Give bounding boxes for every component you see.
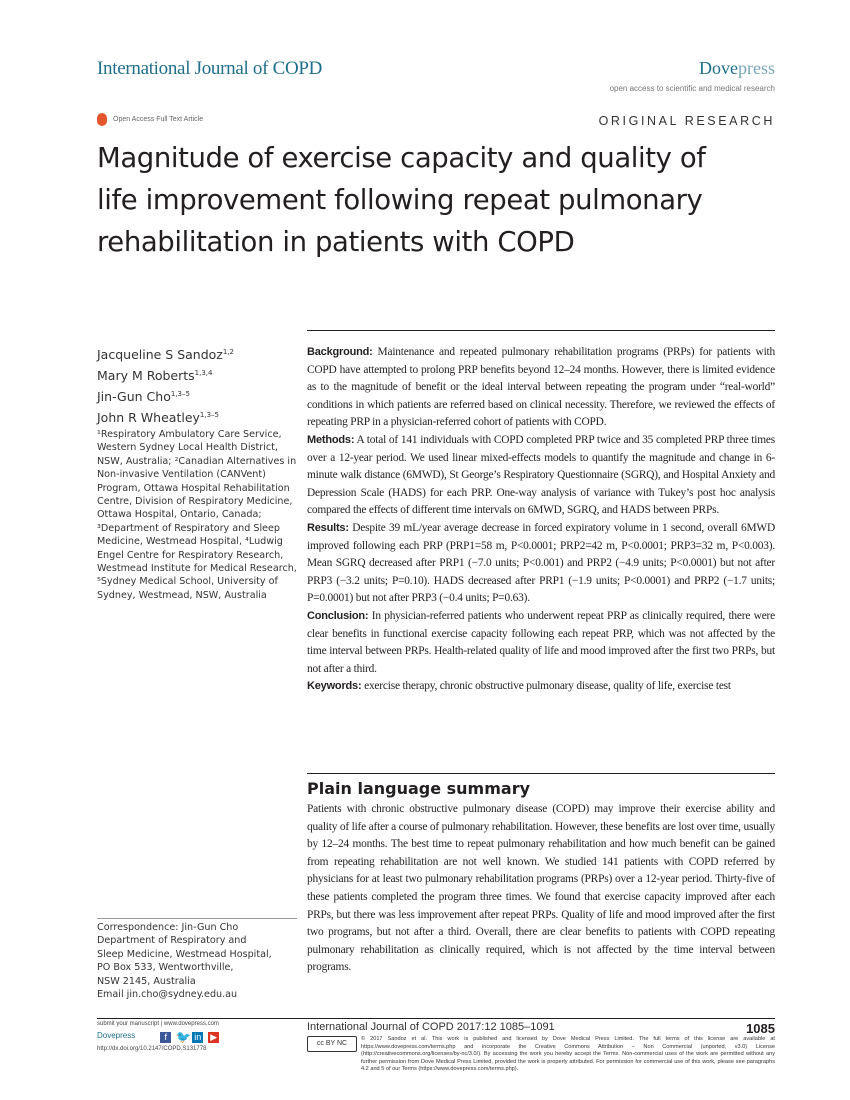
affiliations: ¹Respiratory Ambulatory Care Service, Western Sydney Local Health District, NSW, Australia; ²Canadian Alternatives in Non-invasive Ventilation (CANVent) Program, Ottawa Hospital Rehabilitation Centre, Division of Respiratory Medicine, Ottawa Hospital, Ontario, Canada; ³Department of Respiratory and Sleep Medicine, Westmead Hospital, ⁴Ludwig Engel Centre for Respiratory Research, Westmead Institute for Medical Research, ⁵Sydney Medical School, University of Sydney, Westmead, NSW, Australia bbox=[97, 429, 297, 601]
author-name: John R Wheatley bbox=[97, 410, 200, 426]
journal-name: International Journal of COPD bbox=[97, 58, 323, 79]
label: Conclusion: bbox=[307, 609, 369, 622]
author-name: Jacqueline S Sandoz bbox=[97, 347, 223, 363]
corr-line: Department of Respiratory and bbox=[97, 935, 247, 947]
author-name: Mary M Roberts bbox=[97, 368, 195, 384]
publisher-a: Dove bbox=[699, 58, 738, 78]
text: A total of 141 individuals with COPD completed PRP twice and 35 completed PRP three times over a 12-year period. We used linear mixed-effects models to quantify the magnitude and change in 6-minute walk distance (6MWD), St George’s Respiratory Questionnaire (SGRQ), and Hospital Anxiety and Depression Scale (HADS) for each PRP. One-way analysis of variance with Tukey’s post hoc analysis compared the effects of different time intervals on 6MWD, SGRQ, and HADS between PRPs. bbox=[307, 433, 775, 517]
doi-link[interactable]: http://dx.doi.org/10.2147/COPD.S131778 bbox=[97, 1046, 207, 1052]
plain-language-heading: Plain language summary bbox=[307, 779, 531, 798]
author-sup: 1,3–5 bbox=[170, 390, 190, 399]
facebook-icon[interactable]: f bbox=[160, 1032, 171, 1043]
text: exercise therapy, chronic obstructive pulmonary disease, quality of life, exercise test bbox=[361, 680, 731, 693]
text: In physician-referred patients who underwent repeat PRP as clinically required, there were clear benefits in functional exercise capacity following each repeat PRP, which was not affected by the time interval between PRPs. Health-related quality of life and mood improved after the first two PRPs, but not after a third. bbox=[307, 609, 775, 675]
author bbox=[97, 343, 234, 364]
open-access-icon bbox=[97, 113, 107, 126]
page-number: 1085 bbox=[746, 1021, 775, 1036]
citation: International Journal of COPD 2017:12 1085–1091 bbox=[307, 1021, 555, 1033]
footer-left bbox=[97, 1021, 297, 1052]
corr-line: NSW 2145, Australia bbox=[97, 975, 196, 987]
divider bbox=[307, 773, 775, 774]
author bbox=[97, 364, 234, 385]
author-list bbox=[97, 343, 234, 428]
abstract-methods bbox=[307, 432, 775, 520]
corr-email[interactable]: Email jin.cho@sydney.edu.au bbox=[97, 989, 238, 1001]
text: Maintenance and repeated pulmonary rehabilitation programs (PRPs) for patients with COPD have attempted to prolong PRP benefits beyond 12–24 months. However, there is limited evidence as to the magnitude of benefit or the ideal interval between repeating the program under “real-world” conditions in which patients are referred based on clinical necessity. Therefore, we reviewed the effects of repeating PRP in a physician-referred cohort of patients with COPD. bbox=[307, 346, 775, 429]
submit-link[interactable]: submit your manuscript | www.dovepress.com bbox=[97, 1021, 219, 1027]
linkedin-icon[interactable]: in bbox=[194, 1032, 202, 1042]
author bbox=[97, 385, 234, 406]
open-access-text: Open Access Full Text Article bbox=[113, 116, 204, 123]
footer-divider bbox=[97, 1018, 775, 1019]
author-name: Jin-Gun Cho bbox=[97, 389, 171, 405]
corr-line: Sleep Medicine, Westmead Hospital, bbox=[97, 948, 272, 960]
footer-right bbox=[307, 1021, 775, 1074]
text: Despite 39 mL/year average decrease in forced expiratory volume in 1 second, overall 6MWD improved following each PRP (PRP1=58 m, P<0.0001; PRP2=42 m, P<0.0001; PRP3=32 m, P<0.003). Mean SGRQ decreased after PRP1 (−7.0 units; P<0.001) and PRP2 (−4.9 units; P<0.0001) but not after PRP3 (−3.2 units; P=0.10). HADS decreased after PRP1 (−1.9 units; P<0.0001) and PRP2 (−1.7 units; P=0.0001) but not after PRP3 (−0.4 units; P=0.63). bbox=[307, 521, 775, 605]
author-sup: 1,3,4 bbox=[194, 369, 213, 378]
cc-license-icon: cc BY NC bbox=[307, 1036, 357, 1052]
publisher-logo bbox=[699, 58, 775, 79]
license-text: © 2017 Sandoz et al. This work is published and licensed by Dove Medical Press Limited. The full terms of this license are available at https://www.dovepress.com/terms.php and incorporate the Creative Commons Attribution – Non Commercial (unported, v3.0) License (http://creativecommons.org/licenses/by-nc/3.0/). By accessing the work you hereby accept the Terms. Non-commercial uses of the work are permitted without any further permission from Dove Medical Press Limited, provided the work is properly attributed. For permission for commercial use of this work, please see paragraphs 4.2 and 5 of our Terms (https://www.dovepress.com/terms.php). bbox=[361, 1036, 775, 1073]
abstract-conclusion bbox=[307, 608, 775, 678]
dove-logo: Dovepress bbox=[97, 1030, 136, 1040]
license bbox=[307, 1036, 775, 1074]
label: Background: bbox=[307, 346, 373, 358]
publisher-tagline: open access to scientific and medical research bbox=[609, 84, 775, 93]
abstract-background bbox=[307, 344, 775, 432]
corr-line: Correspondence: Jin-Gun Cho bbox=[97, 922, 239, 933]
correspondence bbox=[97, 918, 297, 1001]
plain-language-text: Patients with chronic obstructive pulmonary disease (COPD) may improve their exercise ability and quality of life after a course of pulmonary rehabilitation. However, these benefits are lost over time, usually by 12–24 months. The best time to repeat pulmonary rehabilitation and how much benefit can be gained from repeating rehabilitation are not well known. We studied 141 patients with COPD referred by physicians for at least two pulmonary rehabilitation programs (PRPs) over a 12-year period. Thirty-five of these patients completed the program three times. We found that exercise capacity improved after each PRPs, but there was less improvement after repeat PRPs. Quality of life and mood improved after the first two programs, but not after a third. Overall, there are clear benefits to patients with COPD repeating pulmonary rehabilitation as clinically required, which is not affected by the time interval between programs. bbox=[307, 803, 775, 974]
open-access-label bbox=[97, 113, 203, 126]
twitter-icon[interactable]: 🐦 bbox=[176, 1030, 192, 1044]
label: Methods: bbox=[307, 433, 355, 446]
divider bbox=[307, 330, 775, 331]
keywords bbox=[307, 678, 775, 696]
abstract-results bbox=[307, 520, 775, 608]
youtube-icon[interactable]: ▶ bbox=[208, 1032, 219, 1043]
label: Keywords: bbox=[307, 680, 362, 693]
article-type: ORIGINAL RESEARCH bbox=[598, 114, 775, 128]
corr-line: PO Box 533, Wentworthville, bbox=[97, 962, 234, 974]
social-links bbox=[160, 1032, 219, 1043]
label: Results: bbox=[307, 521, 349, 534]
author bbox=[97, 406, 234, 427]
author-sup: 1,2 bbox=[222, 348, 235, 356]
author-sup: 1,3–5 bbox=[199, 411, 219, 420]
abstract bbox=[307, 344, 775, 696]
publisher-b: press bbox=[738, 58, 775, 78]
article-title: Magnitude of exercise capacity and quality of life improvement following repeat pulmonary rehabilitation in patients with COPD bbox=[97, 142, 706, 258]
